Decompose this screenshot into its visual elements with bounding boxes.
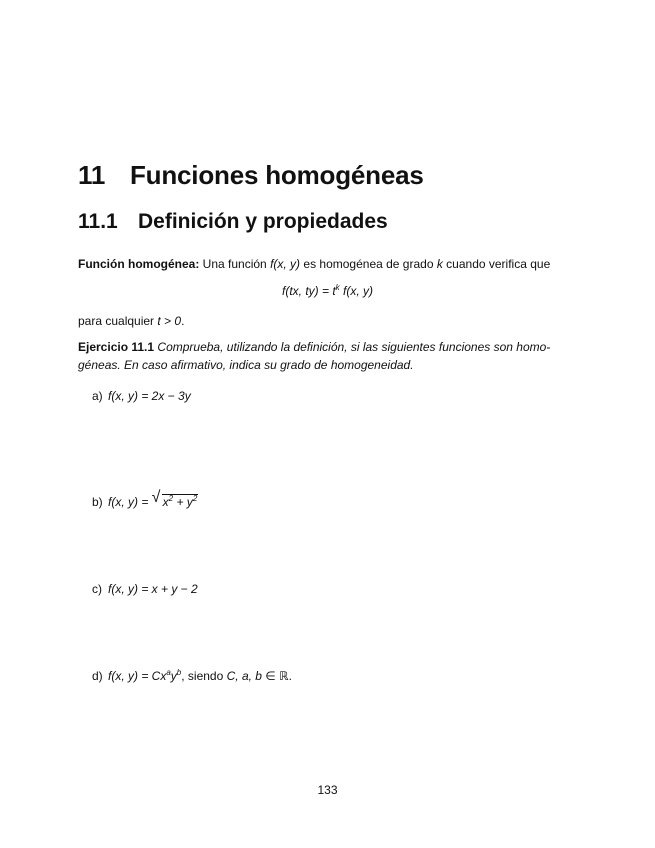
condition-math: t > 0 [157, 314, 182, 328]
formula-lhs: f(tx, ty) = t [282, 284, 336, 298]
item-label: b) [92, 495, 103, 509]
radicand-mid: + y [173, 495, 193, 509]
exercise-text: Comprueba, utilizando la definición, si las siguientes funciones son homo-géneas. En caso afirmativo, indica su grado de homogeneidad. [78, 340, 551, 372]
item-expression: f(x, y) = x + y − 2 [108, 582, 198, 596]
section-heading [78, 210, 388, 234]
square-root [151, 489, 199, 511]
item-mid: y [170, 669, 177, 683]
exercise-item-a [92, 387, 191, 405]
chapter-number: 11 [78, 160, 106, 190]
exercise-item-b [92, 489, 198, 511]
item-label: c) [92, 582, 102, 596]
exercise-item-d [92, 667, 292, 685]
definition-text-b: es homogénea de grado [300, 257, 437, 271]
definition-term: Función homogénea: [78, 257, 200, 271]
condition-text: para cualquier [78, 314, 158, 328]
item-end: . [288, 669, 292, 683]
item-label: a) [92, 389, 103, 403]
chapter-heading [78, 160, 424, 191]
radicand-exp-a: 2 [168, 494, 174, 503]
section-number: 11.1 [78, 210, 118, 233]
item-expression: f(x, y) = 2x − 3y [108, 389, 191, 403]
definition-fxy: f(x, y) [270, 257, 301, 271]
item-label: d) [92, 669, 103, 683]
condition-paragraph [78, 312, 568, 330]
definition-text-a: Una función [199, 257, 271, 271]
item-expression-lhs: f(x, y) = [108, 495, 152, 509]
radicand-exp-b: 2 [192, 494, 198, 503]
item-exp-a: a [166, 668, 171, 677]
page-number: 133 [317, 783, 338, 797]
radicand-x: x [162, 495, 169, 509]
definition-k: k [436, 257, 443, 271]
exercise-paragraph [78, 338, 568, 374]
homogeneity-formula [0, 284, 655, 298]
item-vars: C, a, b ∈ ℝ [226, 669, 289, 683]
chapter-title: Funciones homogéneas [130, 160, 424, 190]
item-expression-lhs: f(x, y) = Cx [108, 669, 167, 683]
definition-text-c: cuando verifica que [442, 257, 551, 271]
formula-rhs: f(x, y) [339, 284, 373, 298]
definition-paragraph [78, 255, 568, 273]
condition-end: . [181, 314, 185, 328]
formula-exponent: k [335, 283, 340, 292]
section-title: Definición y propiedades [138, 210, 388, 233]
radicand [162, 494, 199, 509]
radical-sign: √ [151, 489, 161, 506]
item-exp-b: b [176, 668, 182, 677]
item-rest: , siendo [181, 669, 227, 683]
exercise-item-c [92, 580, 198, 598]
exercise-label: Ejercicio 11.1 [78, 340, 155, 354]
